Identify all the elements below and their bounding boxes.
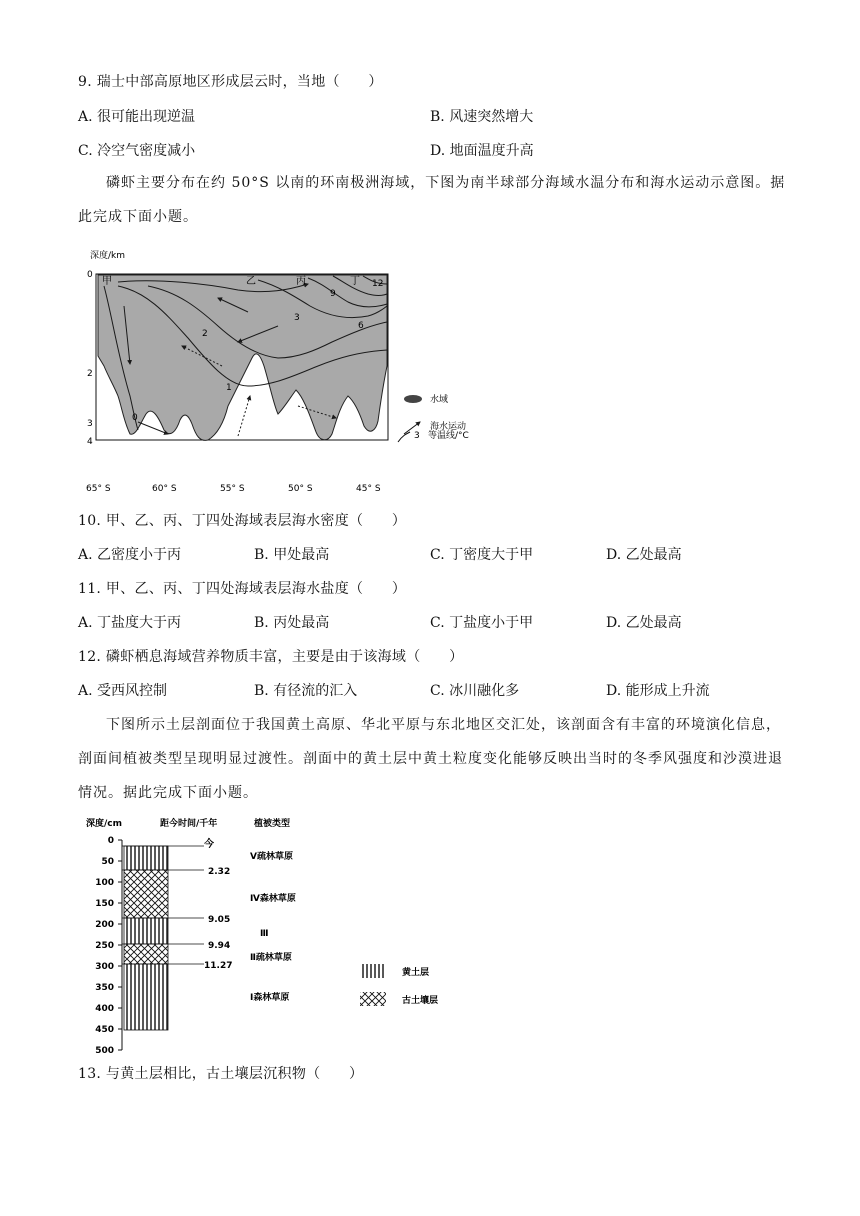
intro-paragraph-soil: 下图所示土层剖面位于我国黄土高原、华北平原与东北地区交汇处，该剖面含有丰富的环境演化信息，剖面间植被类型呈现明显过渡性。剖面中的黄土层中黄土粒度变化能够反映出当时的冬季风强度和沙漠进退情况。据此完成下面小题。 — [78, 717, 783, 801]
y-tick-3: 3 — [87, 419, 93, 429]
veg-label-iv: Ⅳ森林草原 — [250, 894, 296, 904]
q10-option-b: B. 甲处最高 — [254, 547, 330, 563]
x-tick-60s: 60° S — [152, 484, 177, 494]
depth-ticks — [95, 836, 122, 1056]
veg-label-v: Ⅴ疏林草原 — [250, 852, 293, 862]
layer-loess-top — [124, 846, 168, 870]
x-tick-50s: 50° S — [288, 484, 313, 494]
site-yi: 乙 — [246, 276, 256, 287]
legend-isotherm-label: 等温线/°C — [428, 431, 469, 441]
q12-option-b: B. 有径流的汇入 — [254, 683, 358, 699]
layer-loess-middle — [124, 918, 168, 944]
legend-loess-label: 黄土层 — [402, 968, 430, 978]
motion-arrow-6 — [238, 396, 250, 436]
depth-tick-label: 50 — [101, 857, 114, 867]
depth-tick-label: 350 — [95, 983, 114, 993]
q10-option-a: A. 乙密度小于丙 — [78, 547, 182, 563]
y-tick-4: 4 — [87, 437, 93, 447]
q9-option-a: A. 很可能出现逆温 — [78, 109, 196, 125]
legend-paleosol-swatch — [360, 992, 386, 1006]
y-tick-0: 0 — [87, 270, 93, 280]
q9-option-d: D. 地面温度升高 — [430, 143, 534, 159]
depth-tick-label: 200 — [95, 920, 114, 930]
time-label-9-05: 9.05 — [208, 915, 231, 925]
isotherm-label-2: 2 — [202, 329, 208, 339]
soil-profile-figure — [78, 812, 468, 1058]
isotherm-label-6: 6 — [358, 321, 364, 331]
q11-option-b: B. 丙处最高 — [254, 615, 330, 631]
q11-option-a: A. 丁盐度大于丙 — [78, 615, 182, 631]
question-9-stem: 9. 瑞士中部高原地区形成层云时，当地（ ） — [78, 74, 383, 90]
q12-option-a: A. 受西风控制 — [78, 683, 168, 699]
x-tick-55s: 55° S — [220, 484, 245, 494]
site-jia: 甲 — [102, 276, 112, 287]
ocean-section-figure — [78, 246, 498, 498]
veg-label-i: Ⅰ森林草原 — [250, 993, 290, 1003]
q9-option-b: B. 风速突然增大 — [430, 109, 534, 125]
veg-label-iii: Ⅲ — [260, 929, 269, 939]
depth-tick-label: 300 — [95, 962, 114, 972]
isotherm-label-3: 3 — [294, 313, 300, 323]
depth-tick-label: 450 — [95, 1025, 114, 1035]
legend-paleosol-label: 古土壤层 — [402, 996, 439, 1006]
isotherm-label-1: 1 — [226, 383, 232, 393]
time-label-11-27: 11.27 — [204, 961, 233, 971]
legend-loess-swatch — [360, 964, 386, 978]
question-12-stem: 12. 磷虾栖息海域营养物质丰富，主要是由于该海域（ ） — [78, 649, 464, 665]
y-tick-2: 2 — [87, 369, 93, 379]
depth-tick-label: 100 — [95, 878, 114, 888]
header-time: 距今时间/千年 — [160, 819, 218, 829]
q11-option-c: C. 丁盐度小于甲 — [430, 615, 534, 631]
legend-motion-label: 海水运动 — [430, 422, 467, 432]
q9-option-c: C. 冷空气密度减小 — [78, 143, 196, 159]
depth-tick-label: 400 — [95, 1004, 114, 1014]
depth-tick-label: 0 — [107, 836, 114, 846]
legend-water-swatch — [404, 395, 422, 403]
x-tick-45s: 45° S — [356, 484, 381, 494]
site-ding: 丁 — [350, 276, 360, 287]
isotherm-label-0: 0 — [132, 413, 138, 423]
legend-water-label: 水域 — [430, 395, 449, 405]
question-13-stem: 13. 与黄土层相比，古土壤层沉积物（ ） — [78, 1066, 364, 1082]
time-label-now: 今 — [204, 839, 214, 850]
header-vegetation: 植被类型 — [254, 819, 291, 829]
question-11-stem: 11. 甲、乙、丙、丁四处海域表层海水盐度（ ） — [78, 581, 407, 597]
layer-paleosol-lower — [124, 944, 168, 964]
time-label-9-94: 9.94 — [208, 941, 231, 951]
intro-paragraph-krill: 磷虾主要分布在约 50°S 以南的环南极洲海域，下图为南半球部分海域水温分布和海水运动示意图。据此完成下面小题。 — [78, 175, 786, 225]
time-label-2-32: 2.32 — [208, 867, 231, 877]
q12-option-d: D. 能形成上升流 — [606, 683, 710, 699]
isotherm-label-12: 12 — [372, 279, 384, 289]
site-bing: 丙 — [296, 276, 306, 287]
veg-label-ii: Ⅱ疏林草原 — [250, 953, 292, 963]
q11-option-d: D. 乙处最高 — [606, 615, 682, 631]
q10-option-d: D. 乙处最高 — [606, 547, 682, 563]
question-10-stem: 10. 甲、乙、丙、丁四处海域表层海水密度（ ） — [78, 513, 407, 529]
depth-tick-label: 250 — [95, 941, 114, 951]
x-tick-65s: 65° S — [86, 484, 111, 494]
y-axis-label: 深度/km — [90, 251, 126, 261]
layer-paleosol-upper — [124, 870, 168, 918]
isotherm-label-9: 9 — [330, 289, 336, 299]
q10-option-c: C. 丁密度大于甲 — [430, 547, 534, 563]
legend-isotherm-num: 3 — [414, 431, 420, 441]
depth-tick-label: 500 — [95, 1046, 114, 1056]
q12-option-c: C. 冰川融化多 — [430, 683, 520, 699]
layer-loess-bottom — [124, 964, 168, 1030]
header-depth: 深度/cm — [86, 819, 123, 829]
depth-tick-label: 150 — [95, 899, 114, 909]
